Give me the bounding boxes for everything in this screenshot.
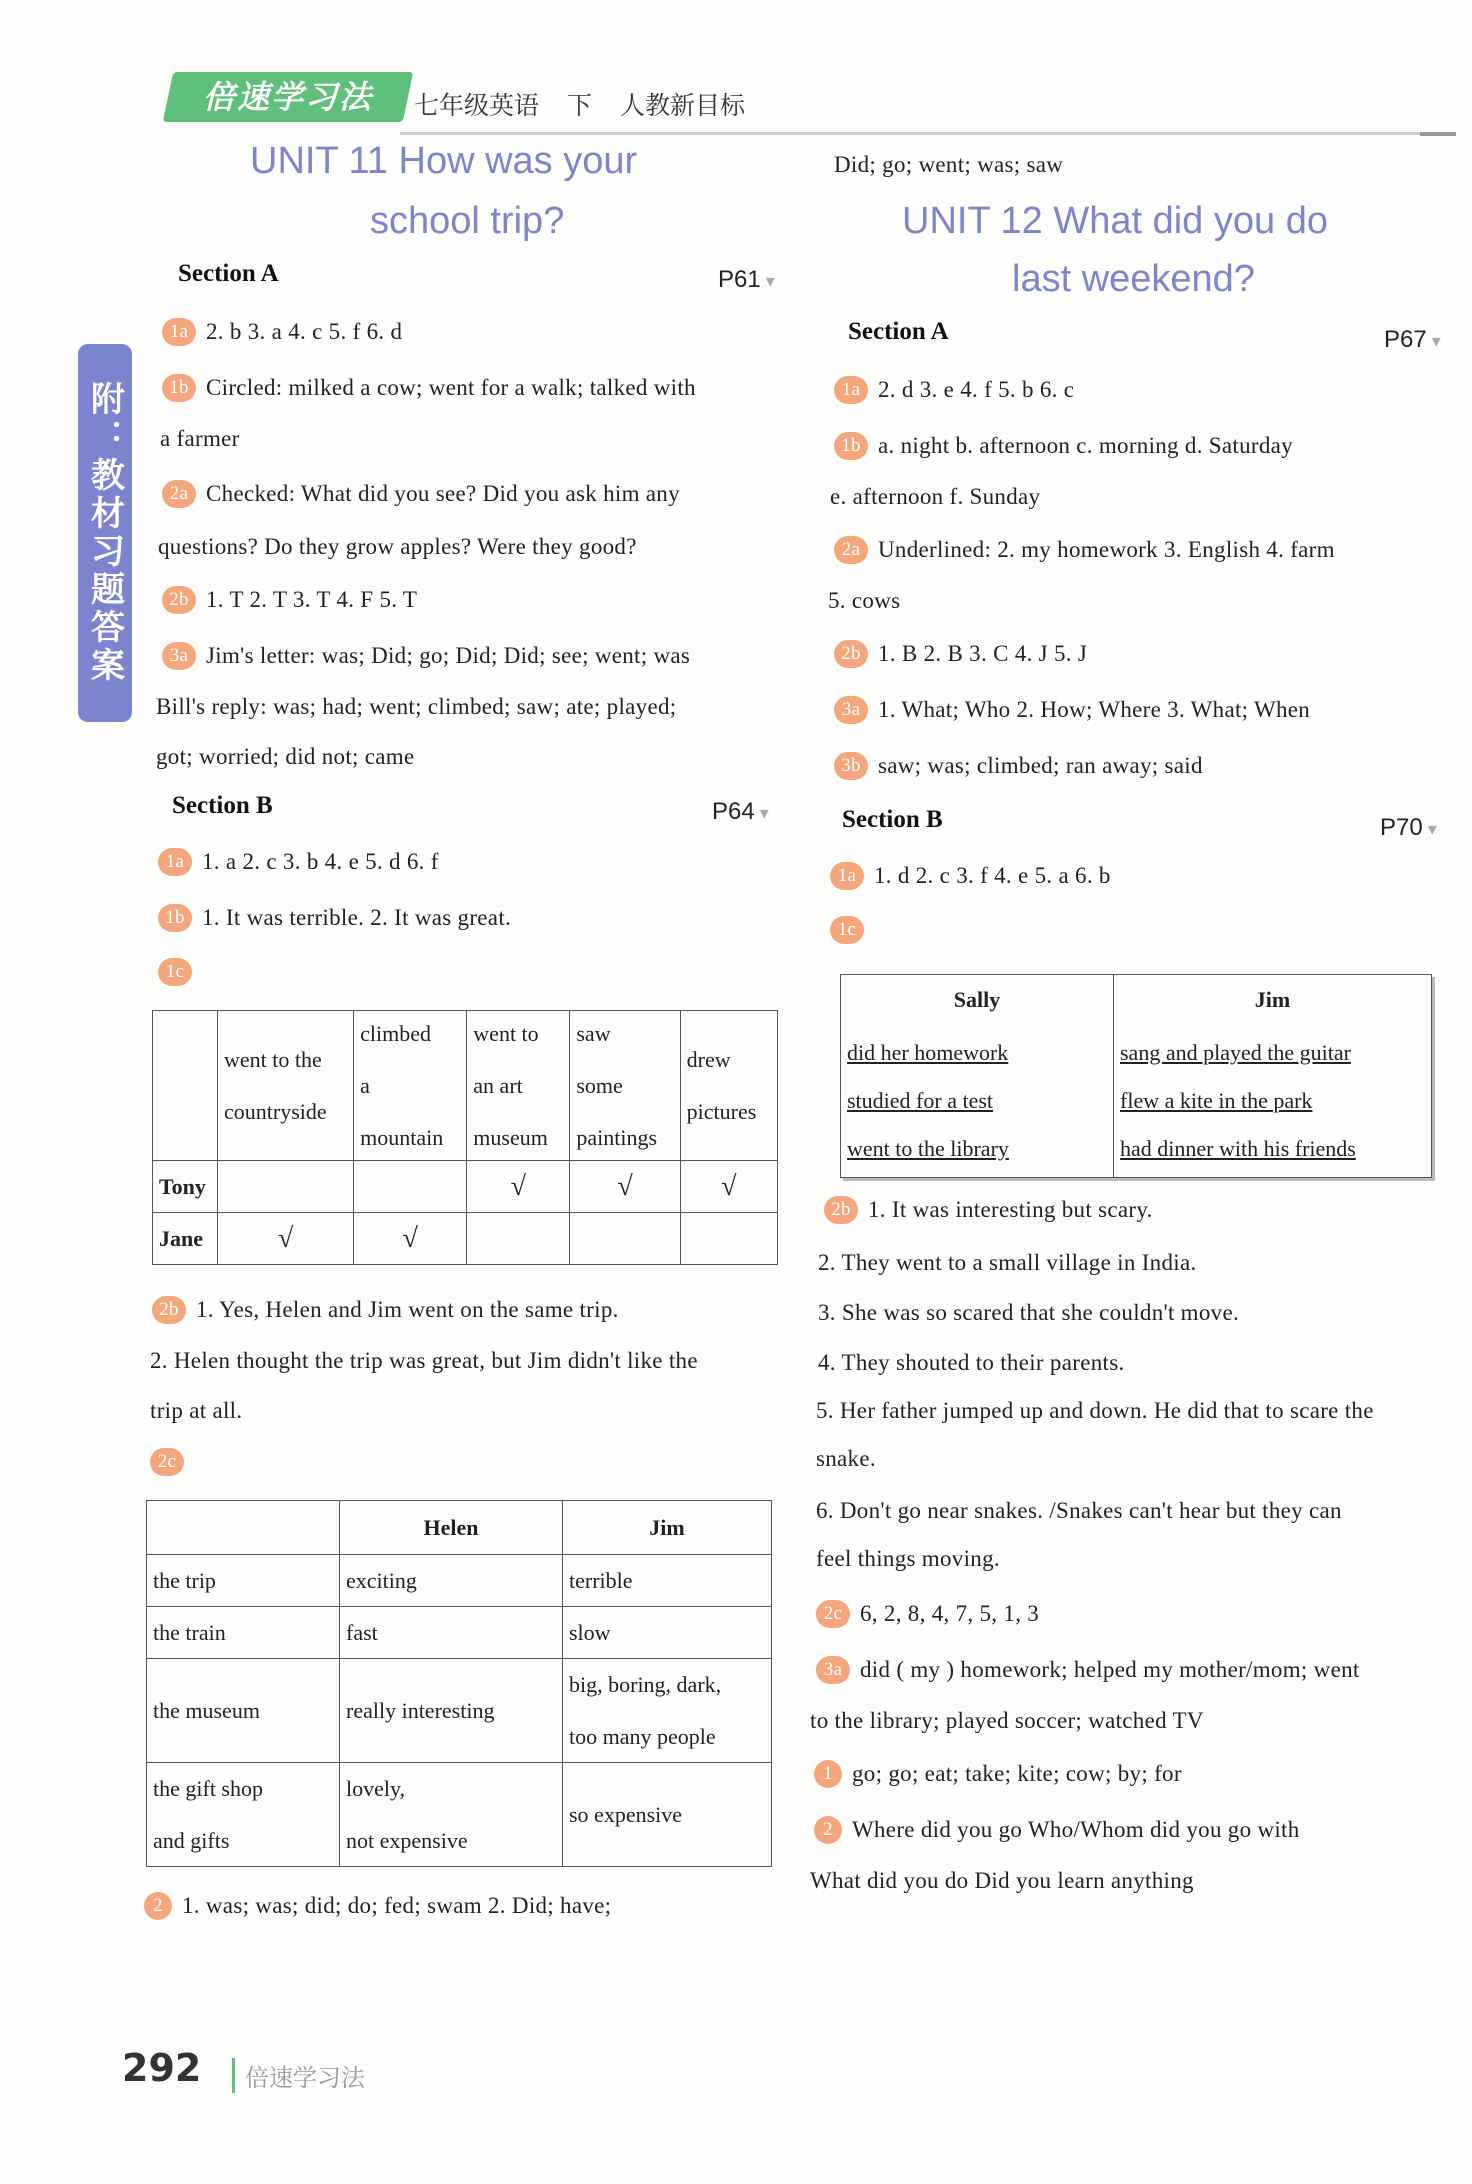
row-name-jane: Jane [153, 1213, 218, 1265]
check-cell: √ [354, 1213, 467, 1265]
exercise-badge: 2a [162, 480, 196, 508]
answer-12-1: 1 go; go; eat; take; kite; cow; by; for [814, 1760, 1182, 1788]
unit12-sectionB-heading: Section B [842, 806, 943, 833]
exercise-badge: 1c [158, 958, 192, 986]
table-row [153, 1213, 778, 1265]
row-item: the trip [147, 1555, 340, 1607]
jim-opinion: slow [563, 1607, 772, 1659]
answer-11a-2a-cont: questions? Do they grow apples? Were they good? [158, 534, 637, 559]
answer-11a-3a-cont2: got; worried; did not; came [156, 744, 415, 769]
table-row [147, 1659, 772, 1763]
helen-opinion: fast [340, 1607, 563, 1659]
header-drew-pictures: drew pictures [680, 1011, 777, 1161]
answer-12a-1a: 1a 2. d 3. e 4. f 5. b 6. c [834, 376, 1074, 404]
answer-12b-3a: 3a did ( my ) homework; helped my mother/mom; went [816, 1656, 1360, 1684]
helen-opinion: really interesting [340, 1659, 563, 1763]
sally-activities [841, 1025, 1114, 1178]
answer-12-2-cont: What did you do Did you learn anything [810, 1868, 1194, 1893]
answer-11b-1c [158, 958, 202, 986]
exercise-badge: 2c [150, 1448, 184, 1476]
header-jim: Jim [563, 1501, 772, 1555]
exercise-badge: 1b [158, 904, 192, 932]
header-climbed-mountain: climbed a mountain [354, 1011, 467, 1161]
answer-11b-2b: 2b 1. Yes, Helen and Jim went on the same trip. [152, 1296, 619, 1324]
jim-opinion: terrible [563, 1555, 772, 1607]
jim-activities [1114, 1025, 1432, 1178]
answer-12b-3a-cont: to the library; played soccer; watched TV [810, 1708, 1204, 1733]
answer-12b-2c: 2c 6, 2, 8, 4, 7, 5, 1, 3 [816, 1600, 1039, 1628]
answer-12a-2b: 2b 1. B 2. B 3. C 4. J 5. J [834, 640, 1087, 668]
answer-11b-2b-cont2: trip at all. [150, 1398, 243, 1423]
unit12-sectionA-heading: Section A [848, 318, 949, 345]
unit12-title-line2: last weekend? [1012, 258, 1255, 300]
answer-12b-2b-1: 2b 1. It was interesting but scary. [824, 1196, 1153, 1224]
answer-12b-2b-3: 3. She was so scared that she couldn't move. [818, 1300, 1240, 1325]
answer-11b-2b-cont1: 2. Helen thought the trip was great, but Jim didn't like the [150, 1348, 698, 1373]
list-item: studied for a test [847, 1087, 994, 1113]
table-corner-cell [153, 1011, 218, 1161]
brand-logo: 倍速学习法 [163, 72, 414, 122]
answer-11a-1a: 1a 2. b 3. a 4. c 5. f 6. d [162, 318, 402, 346]
header-art-museum: went to an art museum [467, 1011, 570, 1161]
list-item: did her homework [847, 1039, 1009, 1065]
answer-11a-1b-cont: a farmer [160, 426, 240, 451]
answer-12a-2a: 2a Underlined: 2. my homework 3. English 4. farm [834, 536, 1335, 564]
edition-label: 人教新目标 [620, 91, 746, 120]
row-item: the museum [147, 1659, 340, 1763]
header-divider-accent [1420, 132, 1456, 136]
list-item: went to the library [847, 1135, 1009, 1161]
unit11-title-line1: UNIT 11 How was your [250, 140, 638, 182]
appendix-side-tab: 附：教材习题答案 [78, 344, 132, 722]
table-row [147, 1607, 772, 1659]
table-row [841, 1025, 1432, 1178]
answer-11b-1a: 1a 1. a 2. c 3. b 4. e 5. d 6. f [158, 848, 439, 876]
answer-12b-2b-6-cont: feel things moving. [816, 1546, 1000, 1571]
answer-12b-2b-2: 2. They went to a small village in India. [818, 1250, 1197, 1275]
check-cell [467, 1213, 570, 1265]
header-jim: Jim [1114, 975, 1432, 1025]
unit11-sectionA-page-ref: P61 ▾ [718, 266, 775, 294]
exercise-badge: 2c [816, 1600, 850, 1628]
grade-label: 七年级英语 [414, 91, 540, 120]
answer-12a-1b-cont: e. afternoon f. Sunday [830, 484, 1041, 509]
table-header-row [841, 975, 1432, 1025]
table-header-row [147, 1501, 772, 1555]
list-item: sang and played the guitar [1120, 1039, 1351, 1065]
exercise-badge: 1a [158, 848, 192, 876]
header-paintings: saw some paintings [570, 1011, 680, 1161]
unit12-sectionA-page-ref: P67 ▾ [1384, 326, 1441, 354]
header-helen: Helen [340, 1501, 563, 1555]
row-item: the train [147, 1607, 340, 1659]
table-corner-cell [147, 1501, 340, 1555]
answer-12b-2b-5: 5. Her father jumped up and down. He did that to scare the [816, 1398, 1374, 1423]
list-item: had dinner with his friends [1120, 1135, 1356, 1161]
check-cell [570, 1213, 680, 1265]
jim-opinion: big, boring, dark, too many people [563, 1659, 772, 1763]
exercise-badge: 1b [834, 432, 868, 460]
check-cell [354, 1161, 467, 1213]
exercise-badge: 2 [814, 1816, 842, 1844]
exercise-badge: 2 [144, 1892, 172, 1920]
exercise-badge: 1b [162, 374, 196, 402]
table-1c-sally-jim [840, 974, 1432, 1178]
answer-12a-1b: 1b a. night b. afternoon c. morning d. Saturday [834, 432, 1293, 460]
exercise-badge: 2a [834, 536, 868, 564]
table-1c-activities [152, 1010, 778, 1265]
table-row [153, 1161, 778, 1213]
table-row [147, 1763, 772, 1867]
answer-11b-2: 2 1. was; was; did; do; fed; swam 2. Did; have; [144, 1892, 611, 1920]
check-cell: √ [570, 1161, 680, 1213]
exercise-badge: 2b [834, 640, 868, 668]
unit11-sectionB-page-ref: P64 ▾ [712, 798, 769, 826]
helen-opinion: exciting [340, 1555, 563, 1607]
header-countryside: went to the countryside [218, 1011, 354, 1161]
answer-11b-2-cont: Did; go; went; was; saw [834, 152, 1064, 177]
book-info [414, 86, 773, 122]
exercise-badge: 1a [834, 376, 868, 404]
exercise-badge: 3a [834, 696, 868, 724]
exercise-badge: 2b [152, 1296, 186, 1324]
list-item: flew a kite in the park [1120, 1087, 1313, 1113]
volume-label: 下 [567, 91, 593, 120]
table-row [147, 1555, 772, 1607]
exercise-badge: 3a [816, 1656, 850, 1684]
jim-opinion: so expensive [563, 1763, 772, 1867]
answer-11a-3a-cont1: Bill's reply: was; had; went; climbed; saw; ate; played; [156, 694, 677, 719]
answer-11a-1b: 1b Circled: milked a cow; went for a walk; talked with [162, 374, 696, 402]
answer-12a-3a: 3a 1. What; Who 2. How; Where 3. What; When [834, 696, 1310, 724]
answer-12b-1a: 1a 1. d 2. c 3. f 4. e 5. a 6. b [830, 862, 1111, 890]
answer-11a-3a: 3a Jim's letter: was; Did; go; Did; Did; see; went; was [162, 642, 690, 670]
header-divider [400, 132, 1452, 135]
exercise-badge: 1 [814, 1760, 842, 1788]
answer-11b-2c [150, 1448, 194, 1476]
answer-12b-2b-4: 4. They shouted to their parents. [818, 1350, 1125, 1375]
answer-12-2: 2 Where did you go Who/Whom did you go with [814, 1816, 1300, 1844]
answer-12b-2b-6: 6. Don't go near snakes. /Snakes can't hear but they can [816, 1498, 1342, 1523]
check-cell: √ [680, 1161, 777, 1213]
answer-12a-2a-cont: 5. cows [828, 588, 901, 613]
answer-11a-2a: 2a Checked: What did you see? Did you ask him any [162, 480, 680, 508]
answer-12b-2b-5-cont: snake. [816, 1446, 876, 1471]
unit11-sectionB-heading: Section B [172, 792, 273, 819]
footer-brand: 倍速学习法 [232, 2058, 365, 2093]
unit12-title-line1: UNIT 12 What did you do [902, 200, 1328, 242]
check-cell [680, 1213, 777, 1265]
row-item: the gift shop and gifts [147, 1763, 340, 1867]
check-cell: √ [218, 1213, 354, 1265]
exercise-badge: 1c [830, 916, 864, 944]
answer-11b-1b: 1b 1. It was terrible. 2. It was great. [158, 904, 511, 932]
exercise-badge: 3a [162, 642, 196, 670]
table-header-row [153, 1011, 778, 1161]
exercise-badge: 2b [824, 1196, 858, 1224]
unit11-sectionA-heading: Section A [178, 260, 279, 287]
unit11-title-line2: school trip? [370, 200, 565, 242]
check-cell: √ [467, 1161, 570, 1213]
exercise-badge: 3b [834, 752, 868, 780]
answer-11a-2b: 2b 1. T 2. T 3. T 4. F 5. T [162, 586, 417, 614]
answer-12a-3b: 3b saw; was; climbed; ran away; said [834, 752, 1203, 780]
helen-opinion: lovely, not expensive [340, 1763, 563, 1867]
header-sally: Sally [841, 975, 1114, 1025]
answer-12b-1c [830, 916, 874, 944]
exercise-badge: 1a [162, 318, 196, 346]
check-cell [218, 1161, 354, 1213]
exercise-badge: 1a [830, 862, 864, 890]
unit12-sectionB-page-ref: P70 ▾ [1380, 814, 1437, 842]
page-number: 292 [122, 2046, 202, 2090]
exercise-badge: 2b [162, 586, 196, 614]
row-name-tony: Tony [153, 1161, 218, 1213]
table-2c-helen-jim [146, 1500, 772, 1867]
